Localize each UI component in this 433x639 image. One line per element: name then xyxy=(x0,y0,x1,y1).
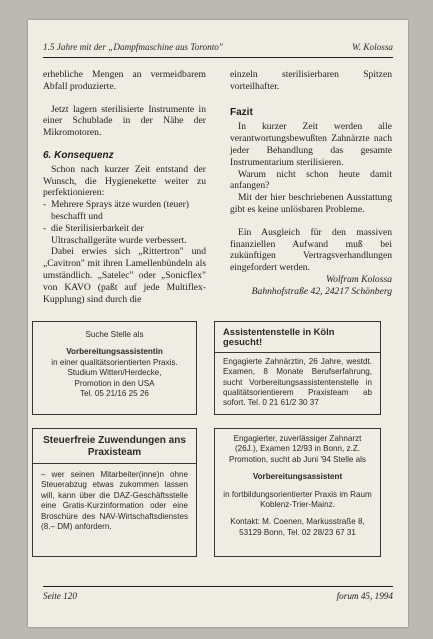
ad-text: in fortbildungsorientierter Praxis im Raum Koblenz-Trier-Mainz. xyxy=(223,489,372,510)
ad-title: Assistentenstelle in Köln gesucht! xyxy=(215,322,380,353)
author-address: Bahnhofstraße 42, 24217 Schönberg xyxy=(251,285,392,297)
running-title: 1.5 Jahre mit der „Dampfmaschine aus Toronto" xyxy=(43,42,223,52)
ad-bold-text: Vorbereitungsassistentin xyxy=(66,347,163,357)
header-rule xyxy=(43,57,393,58)
section-heading: 6. Konsequenz xyxy=(43,149,114,161)
ad-job-search-assistant xyxy=(32,321,197,415)
section-heading: Fazit xyxy=(230,106,253,118)
left-column xyxy=(43,69,206,305)
ad-body: – wer seinen Mitarbeiter(inne)n ohne Steuerabzug etwas zukommen lassen will, kann über die DAZ-Geschäftsstelle eine Gratis-Kurzinformation oder eine Broschüre des NAV-Wirtschaftsdienstes (8.– DM) anfordern. xyxy=(41,470,188,532)
paragraph: einzeln sterilisierbaren Spitzen vorteilhafter. xyxy=(230,69,392,92)
paragraph: erhebliche Mengen an vermeidbarem Abfall produzierte. xyxy=(43,69,206,92)
ad-dentist-seeking-position xyxy=(214,428,381,557)
paragraph: Dabei erwies sich „Rittertron" und „Cavitron" mit ihren Lamellenbündeln als umständlich. „Satelec" oder „Sonicflex" von KAVO (paßt auf jede Multiflex-Kupplung) sind durch die xyxy=(43,246,206,305)
page-number: Seite 120 xyxy=(43,591,77,601)
ad-text: Suche Stelle als xyxy=(85,330,144,339)
paragraph: Schon nach kurzer Zeit entstand der Wunsch, die Hygienekette weiter zu perfektionieren: xyxy=(43,163,206,199)
ad-phone: Tel. 05 21/16 25 26 xyxy=(80,389,149,399)
author-name: Wolfram Kolossa xyxy=(325,273,392,285)
paragraph: Mit der hier beschriebenen Ausstattung gibt es keine unlösbaren Probleme. xyxy=(230,192,392,215)
ad-text: Engagierter, zuverlässiger Zahnarzt (26J.), Examen 12/93 in Bonn, z.Z. Promotion, sucht ab Juni '94 Stelle als xyxy=(229,434,366,464)
ad-cologne-position xyxy=(214,321,381,415)
ad-text: Studium Witten/Herdecke, xyxy=(67,368,162,378)
bullet-item: - Mehrere Sprays ätze wurden (teuer) beschafft und xyxy=(43,199,206,223)
ad-tax-free-benefits xyxy=(32,428,197,557)
page-header xyxy=(43,42,393,52)
running-author: W. Kolossa xyxy=(351,42,393,52)
paragraph: Jetzt lagern sterilisierte Instrumente in einer Schublade in der Nähe der Mikromotoren. xyxy=(43,103,206,139)
paragraph: Warum nicht schon heute damit anfangen? xyxy=(230,168,392,192)
issue-info: forum 45, 1994 xyxy=(336,591,393,601)
ad-title: Steuerfreie Zuwendungen ans Praxisteam xyxy=(33,429,196,464)
ad-text: in einer qualitätsorientierten Praxis. xyxy=(51,357,178,367)
bullet-item: - die Sterilisierbarkeit der Ultraschallgeräte wurde verbessert. xyxy=(43,223,206,247)
right-column xyxy=(230,69,392,298)
ad-contact: Kontakt: M. Coenen, Markusstraße 8, 53129 Bonn, Tel. 02 28/23 67 31 xyxy=(230,517,365,537)
ad-bold-text: Vorbereitungsassistent xyxy=(252,472,343,482)
bullet-list xyxy=(43,199,206,246)
paragraph: Ein Ausgleich für den massiven finanziellen Aufwand muß bei zukünftigen Vertragsverhandlungen eingefordert werden. xyxy=(230,226,392,274)
ad-body: Engagierte Zahnärztin, 26 Jahre, westdt. Examen, 8 Monate Berufserfahrung, sucht Vorbereitungsassistentenstelle in qualitätsorientierem Praxisteam ab sofort. Tel. 0 21 61/2 30 37 xyxy=(223,356,372,408)
paragraph: In kurzer Zeit werden alle verantwortungsbewußten Zahnärzte nach jeder Behandlung das gesamte Instrumentarium sterilisieren. xyxy=(230,121,392,168)
ad-text: Promotion in den USA xyxy=(74,378,155,388)
